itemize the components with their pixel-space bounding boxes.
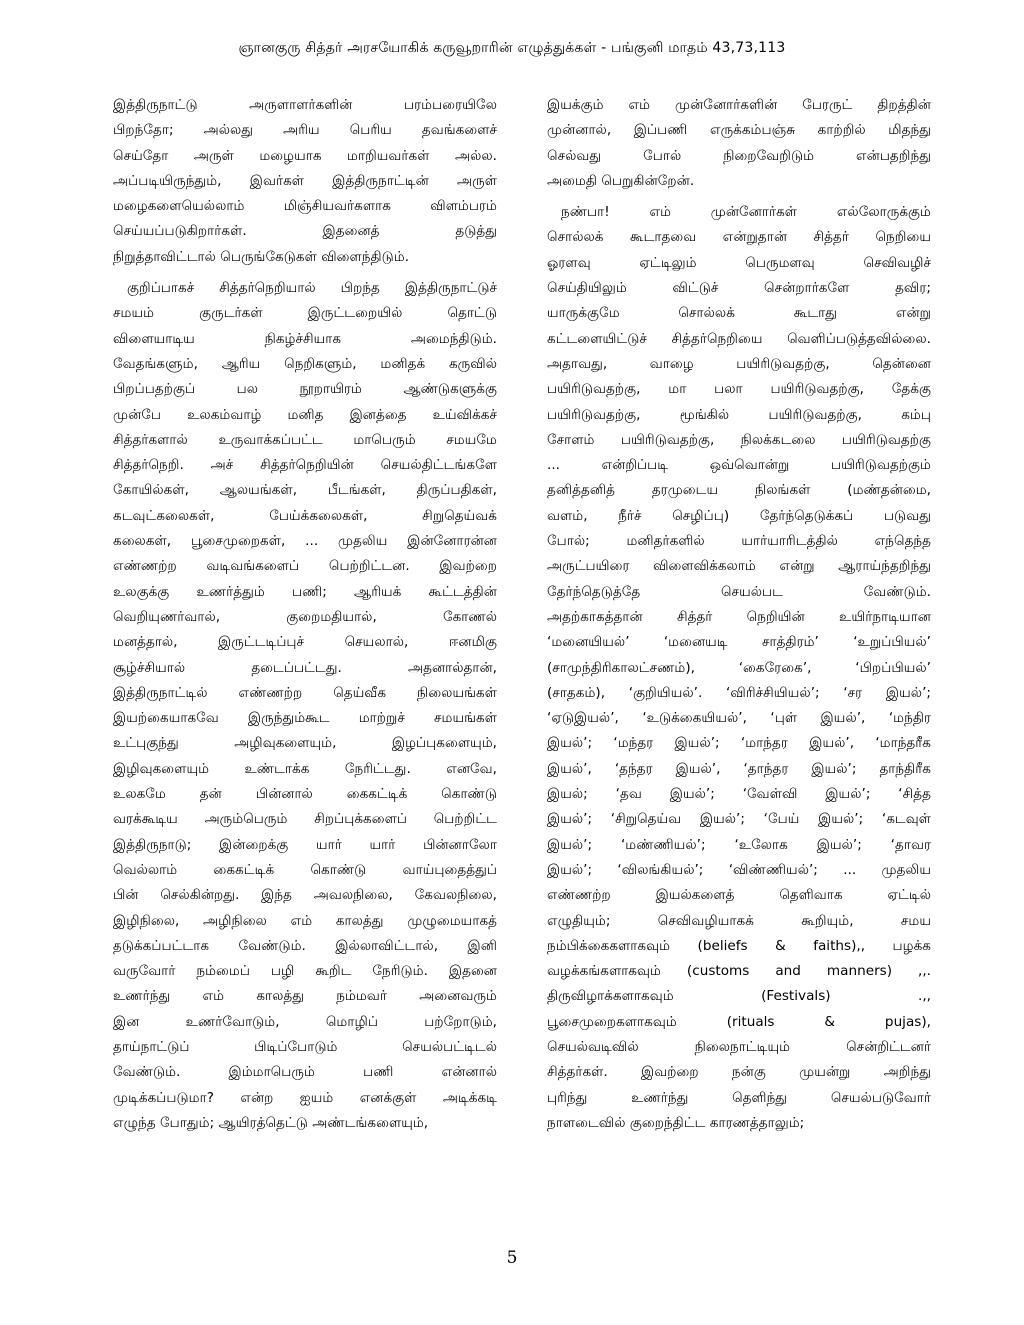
text-line: (சாமுந்திரிகாலட்சணம்), ‘கைரேகை’, ‘பிறப்பியல்’ bbox=[547, 659, 931, 676]
text-line: விளையாடிய நிகழ்ச்சியாக அமைந்திடும். bbox=[113, 330, 497, 347]
text-line: ‘மனையியல்’ ‘மனையடி சாத்திரம்’ ‘உறுப்பியல்’ bbox=[547, 634, 931, 651]
text-line: செய்தோ அருள் மழையாக மாறியவர்கள் அல்ல. bbox=[113, 147, 497, 164]
text-line: சோளம் பயிரிடுவதற்கு, நிலக்கடலை பயிரிடுவதற்கு bbox=[547, 431, 931, 448]
text-line: தாய்நாட்டுப் பிடிப்போடும் செயல்பட்டிடல் bbox=[113, 1038, 497, 1055]
text-line: போல்; மனிதர்களில் யார்யாரிடத்தில் எந்தெந்த bbox=[547, 533, 931, 550]
text-line: சித்தர்நெறி. அச் சித்தர்நெறியின் செயல்திட்டங்களே bbox=[113, 457, 497, 474]
text-line: பிறந்தோ; அல்லது அரிய பெரிய தவங்களைச் bbox=[113, 122, 497, 139]
text-line: பூசைமுறைகளாகவும் (rituals & pujas), bbox=[547, 1013, 931, 1030]
right-column bbox=[547, 93, 931, 1136]
text-line: அமைதி பெறுகின்றேன். bbox=[547, 172, 695, 189]
text-line: முடிக்கப்படுமா? என்ற ஐயம் எனக்குள் அடிக்கடி bbox=[113, 1089, 497, 1106]
text-line: மனத்தால், இருட்டடிப்புச் செயலால், ஈனமிகு bbox=[113, 634, 497, 651]
text-line: வளம், நீர்ச் செழிப்பு) தேர்ந்தெடுக்கப் படுவது bbox=[547, 507, 931, 524]
text-line: கோயில்கள், ஆலயங்கள், பீடங்கள், திருப்பதிகள், bbox=[113, 482, 497, 499]
text-line: அதாவது, வாழை பயிரிடுவதற்கு, தென்னை bbox=[547, 355, 931, 372]
text-line: பின் செல்கின்றது. இந்த அவலநிலை, கேவலநிலை, bbox=[113, 887, 497, 904]
text-line: (சாதகம்), ‘குறியியல்’. ‘விரிச்சியியல்’; ‘சர இயல்’; bbox=[547, 684, 931, 701]
text-line: செல்வது போல் நிறைவேறிடும் என்பதறிந்து bbox=[547, 147, 931, 164]
text-line: நாளடைவில் குறைந்திட்ட காரணத்தாலும்; bbox=[547, 1114, 805, 1131]
text-line: இயல்’, ‘தந்தர இயல்’, ‘தாந்தர இயல்’; தாந்திரீக bbox=[547, 760, 931, 777]
text-line: பிறப்பதற்குப் பல நூறாயிரம் ஆண்டுகளுக்கு bbox=[113, 381, 497, 398]
text-line: இத்திருநாட்டு அருளாளர்களின் பரம்பரையிலே bbox=[113, 97, 497, 113]
text-line: வேண்டும். இம்மாபெரும் பணி என்னால் bbox=[113, 1064, 497, 1081]
text-line: எழுந்த போதும்; ஆயிரத்தெட்டு அண்டங்களையும், bbox=[113, 1114, 429, 1131]
text-line: எழுதியும்; செவிவழியாகக் கூறியும், சமய bbox=[547, 912, 931, 929]
text-line: சொல்லக் கூடாதவை என்றுதான் சித்தர் நெறியை bbox=[547, 229, 931, 246]
text-line: எண்ணற்ற வடிவங்களைப் பெற்றிட்டன. இவற்றை bbox=[113, 558, 497, 575]
text-line: யாருக்குமே சொல்லக் கூடாது என்று bbox=[547, 305, 931, 322]
text-line: கலைகள், பூசைமுறைகள், ... முதலிய இன்னோரன்ன bbox=[113, 533, 497, 550]
text-line: வெல்லாம் கைகட்டிக் கொண்டு வாய்புதைத்துப் bbox=[113, 861, 497, 878]
text-line: இயல்’; ‘மண்ணியல்’; ‘உலோக இயல்’; ‘தாவர bbox=[547, 836, 931, 853]
text-line: இழிநிலை, அழிநிலை எம் காலத்து முழுமையாகத் bbox=[113, 912, 497, 929]
text-line: கடவுட்கலைகள், பேய்க்கலைகள், சிறுதெய்வக் bbox=[113, 507, 497, 524]
text-line: இயல்’; ‘மந்தர இயல்’; ‘மாந்தர இயல்’, ‘மாந்தரீக bbox=[547, 735, 931, 752]
text-line: உலகுக்கு உணர்த்தும் பணி; ஆரியக் கூட்டத்தின் bbox=[113, 583, 497, 600]
text-line: சமயம் குருடர்கள் இருட்டறையில் தொட்டு bbox=[113, 305, 497, 322]
text-line: இன உணர்வோடும், மொழிப் பற்றோடும், bbox=[113, 1013, 497, 1030]
text-line: ... என்றிப்படி ஒவ்வொன்று பயிரிடுவதற்கும் bbox=[547, 457, 931, 474]
text-line: வேதங்களும், ஆரிய நெறிகளும், மனிதக் கருவில் bbox=[113, 355, 497, 372]
text-line: உணர்ந்து எம் காலத்து நம்மவர் அனைவரும் bbox=[113, 988, 497, 1005]
text-line: பயிரிடுவதற்கு, மா பலா பயிரிடுவதற்கு, தேக்கு bbox=[547, 381, 931, 398]
text-line: செய்யப்படுகிறார்கள். இதனைத் தடுத்து bbox=[113, 223, 497, 240]
text-line: அப்படியிருந்தும், இவர்கள் இத்திருநாட்டின் அருள் bbox=[113, 172, 497, 189]
text-line: குறிப்பாகச் சித்தர்நெறியால் பிறந்த இத்திருநாட்டுச் bbox=[127, 280, 497, 297]
text-line: ‘ஏடுஇயல்’, ‘உடுக்கையியல்’, ‘புள் இயல்’, ‘மந்திர bbox=[547, 710, 931, 727]
text-line: சித்தர்கள். இவற்றை நன்கு முயன்று அறிந்து bbox=[547, 1064, 931, 1081]
text-line: ஓரளவு ஏட்டிலும் பெருமளவு செவிவழிச் bbox=[547, 254, 931, 271]
text-line: முன்பே உலகம்வாழ் மனித இனத்தை உய்விக்கச் bbox=[113, 406, 497, 423]
text-line: இழிவுகளையும் உண்டாக்க நேரிட்டது. எனவே, bbox=[113, 760, 497, 777]
text-line: சித்தர்களால் உருவாக்கப்பட்ட மாபெரும் சமயமே bbox=[113, 431, 497, 448]
text-line: புரிந்து உணர்ந்து தெளிந்து செயல்படுவோர் bbox=[547, 1089, 931, 1106]
text-line: செய்தியிலும் விட்டுச் சென்றார்களே தவிர; bbox=[547, 280, 931, 297]
text-line: மழைகளையெல்லாம் மிஞ்சியவர்களாக விளம்பரம் bbox=[113, 198, 497, 215]
text-line: வழக்கங்களாகவும் (customs and manners) ,,. bbox=[547, 963, 931, 980]
text-line: தனித்தனித் தரமுடைய நிலங்கள் (மண்தன்மை, bbox=[547, 482, 931, 499]
text-line: இயற்கையாகவே இருந்தும்கூட மாற்றுச் சமயங்கள் bbox=[113, 710, 497, 727]
text-line: திருவிழாக்களாகவும் (Festivals) .,, bbox=[547, 988, 931, 1005]
text-line: கட்டளையிட்டுச் சித்தர்நெறியை வெளிப்படுத்தவில்லை. bbox=[547, 330, 931, 347]
text-line: செயல்வடிவில் நிலைநாட்டியும் சென்றிட்டனர் bbox=[547, 1038, 931, 1055]
page-number: 5 bbox=[506, 1248, 518, 1268]
text-line: வெறியுணர்வால், குறைமதியால், கோணல் bbox=[113, 608, 497, 625]
text-line: பயிரிடுவதற்கு, மூங்கில் பயிரிடுவதற்கு, கம்பு bbox=[547, 406, 931, 423]
text-line: அருட்பயிரை விளைவிக்கலாம் என்று ஆராய்ந்தறிந்து bbox=[547, 558, 931, 575]
text-line: நம்பிக்கைகளாகவும் (beliefs & faiths),, பழக்க bbox=[547, 937, 931, 954]
text-line: இயல்’; ‘விலங்கியல்’; ‘விண்ணியல்’; ... முதலிய bbox=[547, 861, 931, 878]
text-line: அதற்காகத்தான் சித்தர் நெறியின் உயிர்நாடியான bbox=[547, 608, 931, 625]
text-line: வருவோர் நம்மைப் பழி கூறிட நேரிடும். இதனை bbox=[113, 963, 497, 980]
text-line: வரக்கூடிய அரும்பெரும் சிறப்புக்களைப் பெற்றிட்ட bbox=[113, 811, 497, 828]
text-line: இயக்கும் எம் முன்னோர்களின் பேரருட் திறத்தின் bbox=[547, 97, 931, 113]
text-line: முன்னால், இப்பணி எருக்கம்பஞ்சு காற்றில் மிதந்து bbox=[547, 122, 931, 139]
text-line: இத்திருநாடு; இன்றைக்கு யார் யார் பின்னாலோ bbox=[113, 836, 497, 853]
text-line: தேர்ந்தெடுத்தே செயல்பட வேண்டும். bbox=[547, 583, 931, 600]
text-line: இயல்; ‘தவ இயல்’; ‘வேள்வி இயல்’; ‘சித்த bbox=[547, 786, 931, 803]
page-header: ஞானகுரு சித்தர் அரசயோகிக் கருவூறாரின் எழுத்துக்கள் - பங்குனி மாதம் 43,73,113 bbox=[238, 40, 786, 56]
text-line: எண்ணற்ற இயல்களைத் தெளிவாக ஏட்டில் bbox=[547, 887, 931, 904]
text-line: நண்பா! எம் முன்னோர்கள் எல்லோருக்கும் bbox=[561, 204, 931, 221]
text-line: உலகமே தன் பின்னால் கைகட்டிக் கொண்டு bbox=[113, 786, 497, 803]
left-column bbox=[113, 93, 497, 1136]
text-line: நிறுத்தாவிட்டால் பெருங்கேடுகள் விளைந்திடும். bbox=[113, 248, 410, 265]
text-line: தடுக்கப்பட்டாக வேண்டும். இல்லாவிட்டால், இனி bbox=[113, 937, 497, 954]
text-line: இயல்’; ‘சிறுதெய்வ இயல்’; ‘பேய் இயல்’; ‘கடவுள் bbox=[547, 811, 931, 828]
text-line: சூழ்ச்சியால் தடைப்பட்டது. அதனால்தான், bbox=[113, 659, 497, 676]
text-line: இத்திருநாட்டில் எண்ணற்ற தெய்வீக நிலையங்கள் bbox=[113, 684, 497, 701]
text-line: உட்புகுந்து அழிவுகளையும், இழப்புகளையும், bbox=[113, 735, 497, 752]
